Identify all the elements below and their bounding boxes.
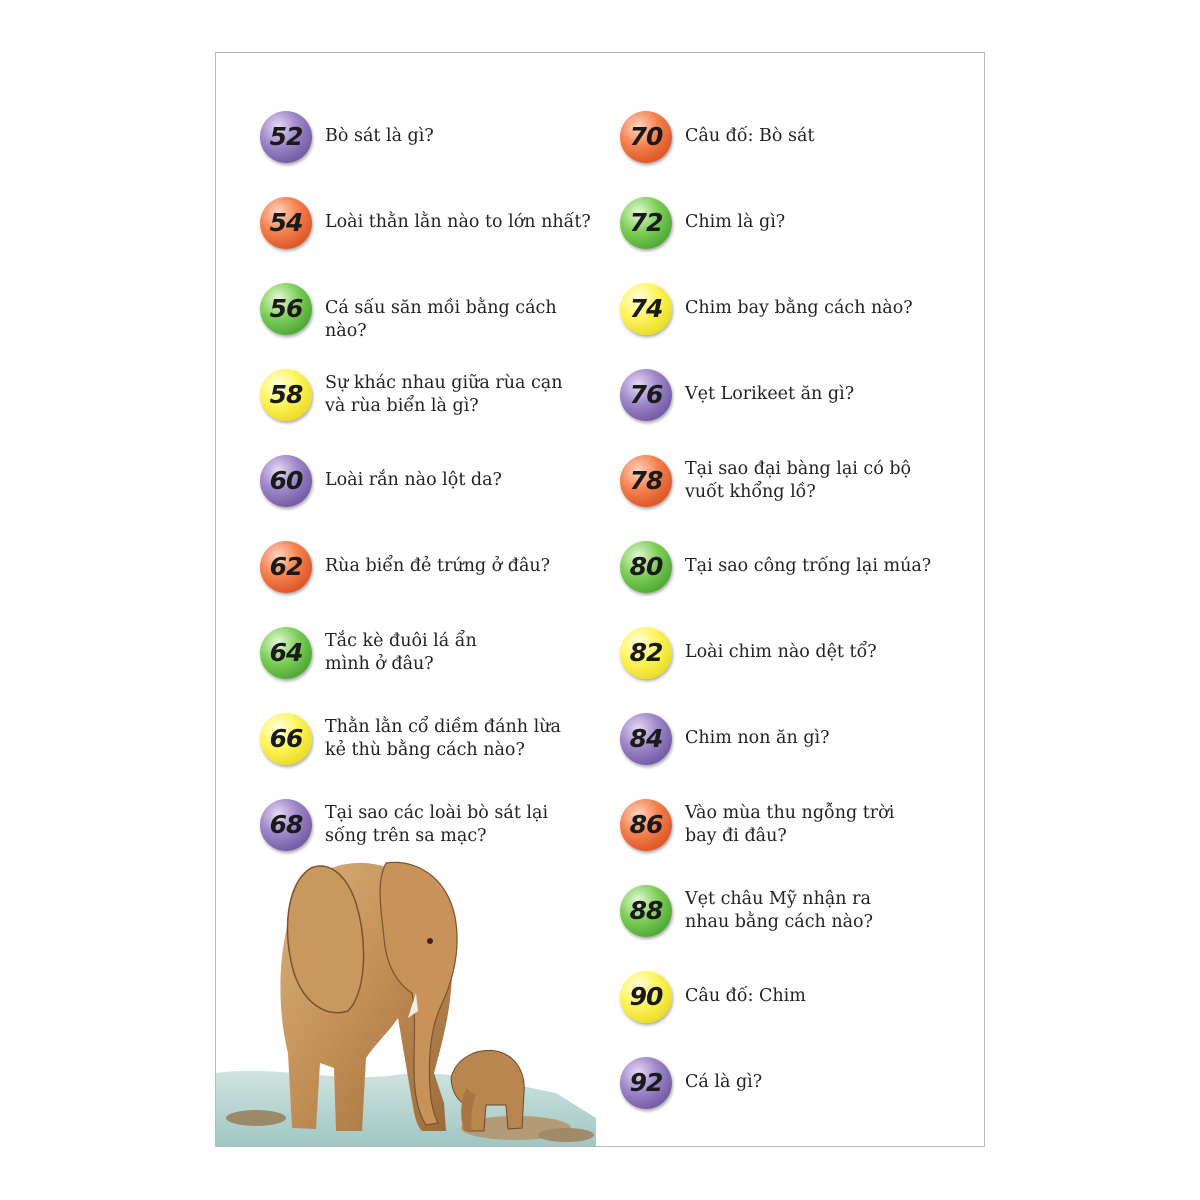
page-number-badge [260, 627, 312, 679]
entry-title: Chim là gì? [685, 212, 786, 232]
toc-entry[interactable] [260, 627, 590, 687]
toc-entry[interactable] [620, 971, 950, 1031]
page-number-badge [260, 369, 312, 421]
toc-entry[interactable] [260, 713, 590, 773]
page-number: 58 [269, 380, 303, 409]
toc-entry[interactable] [620, 1057, 950, 1117]
page-number: 92 [629, 1068, 663, 1097]
page-number-badge [620, 541, 672, 593]
page-number-badge [620, 197, 672, 249]
entry-title: Tại sao công trống lại múa? [685, 556, 932, 576]
entry-title: Câu đố: Bò sát [685, 126, 815, 146]
entry-title: Cá là gì? [685, 1072, 763, 1092]
toc-entry[interactable] [620, 885, 950, 945]
entry-title: Vào mùa thu ngỗng trời bay đi đâu? [685, 803, 895, 846]
page-number: 78 [629, 466, 663, 495]
toc-entry[interactable] [620, 713, 950, 773]
entry-title: Bò sát là gì? [325, 126, 434, 146]
page-number: 62 [269, 552, 303, 581]
toc-entry[interactable] [620, 627, 950, 687]
toc-entry[interactable] [620, 541, 950, 601]
toc-entry[interactable] [620, 369, 950, 429]
page-number: 86 [629, 810, 663, 839]
page-number: 60 [269, 466, 303, 495]
page-number-badge [260, 111, 312, 163]
page-number: 52 [269, 122, 303, 151]
entry-title: Thằn lằn cổ diềm đánh lừa kẻ thù bằng cách nào? [325, 717, 561, 760]
page-number-badge [620, 971, 672, 1023]
toc-entry[interactable] [620, 283, 950, 343]
entry-title: Rùa biển đẻ trứng ở đâu? [325, 556, 551, 576]
entry-title: Chim bay bằng cách nào? [685, 298, 913, 318]
entry-title: Loài rắn nào lột da? [325, 470, 502, 490]
page-number-badge [620, 885, 672, 937]
toc-entry[interactable] [260, 455, 590, 515]
toc-entry[interactable] [620, 111, 950, 171]
page-number-badge [260, 713, 312, 765]
entry-title: Tại sao đại bàng lại có bộ vuốt khổng lồ? [685, 459, 912, 502]
toc-entry[interactable] [260, 283, 590, 343]
toc-entry[interactable] [260, 369, 590, 429]
page-number-badge [260, 197, 312, 249]
page-number: 82 [629, 638, 663, 667]
contents-page [215, 52, 985, 1147]
entry-title: Câu đố: Chim [685, 986, 806, 1006]
entry-title: Loài chim nào dệt tổ? [685, 642, 877, 662]
page-number-badge [260, 283, 312, 335]
page-number-badge [620, 369, 672, 421]
page-number-badge [620, 627, 672, 679]
page-number-badge [620, 799, 672, 851]
page-number: 76 [629, 380, 663, 409]
page-number-badge [620, 283, 672, 335]
entry-title: Tại sao các loài bò sát lại sống trên sa mạc? [325, 803, 549, 846]
entry-title: Chim non ăn gì? [685, 728, 830, 748]
page-number: 54 [269, 208, 303, 237]
page-number-badge [620, 1057, 672, 1109]
page-number: 84 [629, 724, 663, 753]
entry-title: Tắc kè đuôi lá ẩn mình ở đâu? [325, 631, 477, 674]
toc-entry[interactable] [620, 799, 950, 859]
page-number: 64 [269, 638, 303, 667]
page-number-badge [620, 713, 672, 765]
page-number: 74 [629, 294, 663, 323]
toc-entry[interactable] [260, 111, 590, 171]
page-number-badge [620, 455, 672, 507]
page-number: 90 [629, 982, 663, 1011]
elephant-illustration-icon [216, 843, 616, 1147]
page-number: 70 [629, 122, 663, 151]
toc-entry[interactable] [260, 541, 590, 601]
entry-title: Vẹt châu Mỹ nhận ra nhau bằng cách nào? [685, 889, 873, 932]
entry-title: Loài thằn lằn nào to lớn nhất? [325, 212, 591, 232]
page-number: 68 [269, 810, 303, 839]
entry-title: Cá sấu săn mồi bằng cách nào? [325, 298, 557, 341]
page-number-badge [260, 541, 312, 593]
page-number-badge [260, 455, 312, 507]
toc-entry[interactable] [620, 197, 950, 257]
page-number: 66 [269, 724, 303, 753]
entry-title: Sự khác nhau giữa rùa cạn và rùa biển là gì? [325, 373, 563, 416]
toc-entry[interactable] [260, 197, 590, 257]
page-number: 88 [629, 896, 663, 925]
toc-entry[interactable] [620, 455, 950, 515]
page-number-badge [620, 111, 672, 163]
page-number: 56 [269, 294, 303, 323]
entry-title: Vẹt Lorikeet ăn gì? [685, 384, 855, 404]
page-number: 72 [629, 208, 663, 237]
page-number: 80 [629, 552, 663, 581]
